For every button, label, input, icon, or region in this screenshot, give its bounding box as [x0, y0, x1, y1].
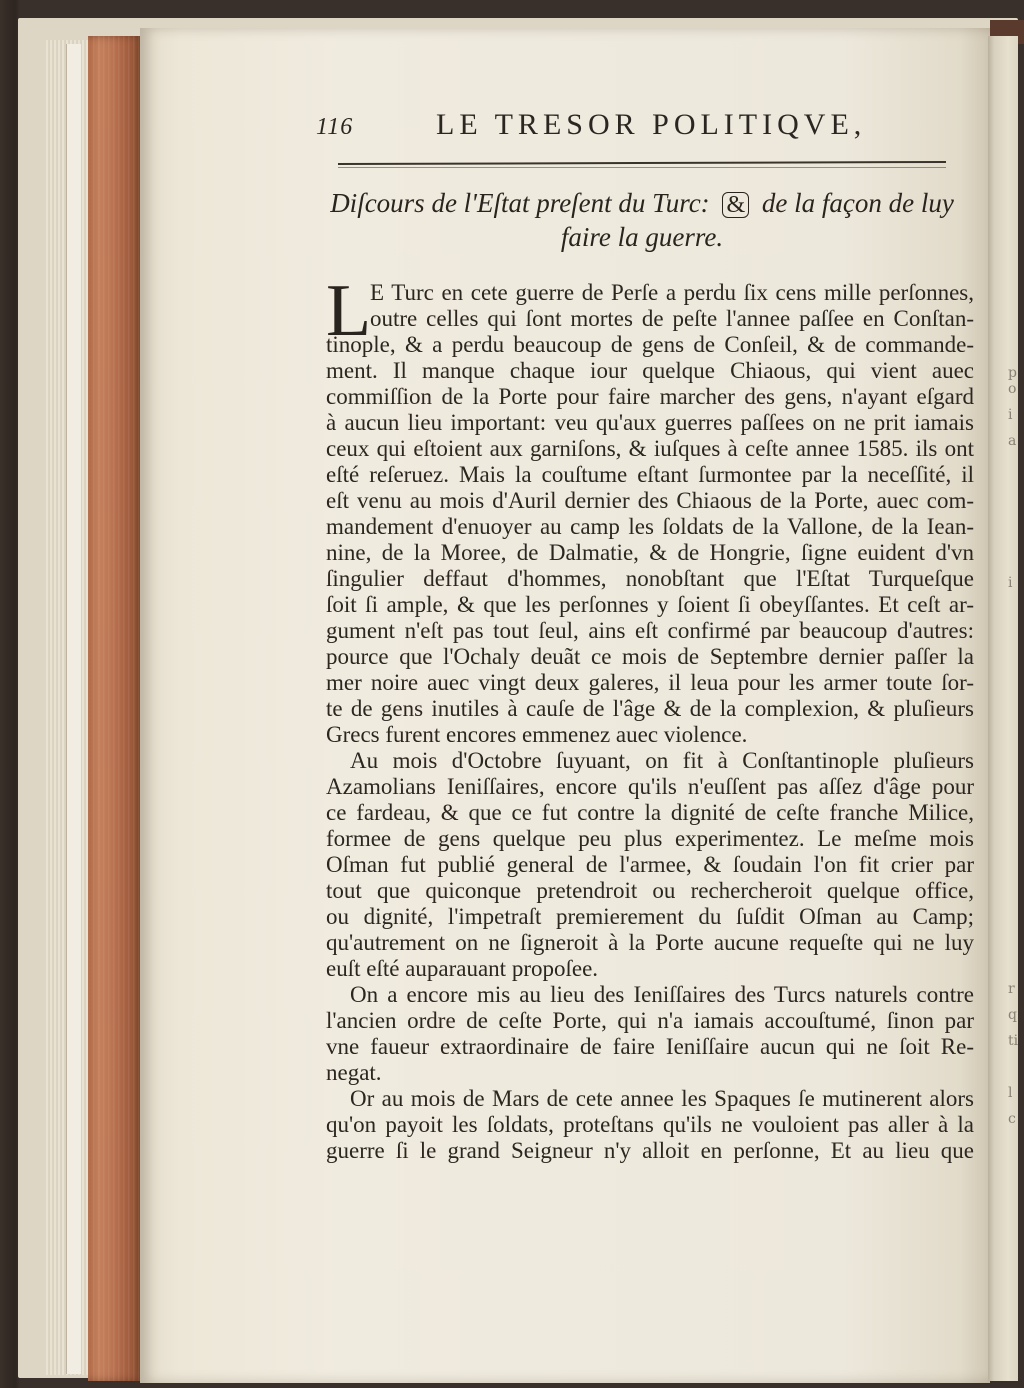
text-line: tout que quiconque pretendroit ou rechercheroit quelque office,: [326, 878, 974, 903]
header-rule-thin: [338, 167, 946, 168]
ghost-letter: i: [1008, 407, 1013, 423]
text-line: pource que l'Ochaly deuãt ce mois de Septembre dernier paſſer la: [326, 644, 974, 669]
paragraph-2: [326, 748, 974, 982]
text-line: Oſman fut publié general de l'armee, & ſoudain l'on fit crier par: [326, 852, 974, 877]
text-line: nine, de la Moree, de Dalmatie, & de Hongrie, ſigne euident d'vn: [326, 540, 974, 565]
section-title: [312, 186, 972, 254]
text-line: tinople, & a perdu beaucoup de gens de Conſeil, & de commande-: [326, 332, 974, 357]
text-line: guerre ſi le grand Seigneur n'y alloit en perſonne, Et au lieu que: [326, 1138, 974, 1163]
text-line: mer noire auec vingt deux galeres, il leua pour les armer toute ſor-: [326, 670, 974, 695]
text-line: l'ancien ordre de ceſte Porte, qui n'a iamais accouſtumé, ſinon par: [326, 1008, 974, 1033]
body-text: [326, 270, 974, 1164]
page-edge-inner: [66, 44, 81, 1374]
title-part: Diſcours de l'Eſtat preſent du Turc:: [330, 188, 710, 218]
ghost-letter: r: [1008, 981, 1015, 997]
facing-page-sliver: [988, 36, 1018, 1381]
ghost-letter: q: [1008, 1007, 1017, 1023]
text-line: Or au mois de Mars de cete annee les Spaques ſe mutinerent alors: [350, 1086, 974, 1111]
ghost-letter: l: [1008, 1085, 1013, 1101]
title-part: de la façon de luy: [761, 188, 954, 218]
paragraph-1: [326, 270, 974, 748]
text-line: On a encore mis au lieu des Ieniſſaires des Turcs naturels contre: [350, 982, 974, 1007]
section-title-line-1: [312, 186, 972, 220]
text-line: gument n'eſt pas tout ſeul, ains eſt confirmé par beaucoup d'autres:: [326, 618, 974, 643]
section-title-line-2: faire la guerre.: [560, 222, 724, 252]
ghost-letter: ti: [1008, 1033, 1018, 1049]
text-line: E Turc en cete guerre de Perſe a perdu ſix cens mille perſonnes,: [370, 280, 974, 305]
running-head: [316, 108, 946, 148]
text-line: eſté reſeruez. Mais la couſtume eſtant ſurmontee par la neceſſité, il: [326, 462, 974, 487]
text-line: ou dignité, l'impetraſt premierement du ſuſdit Oſman au Camp;: [326, 904, 974, 929]
text-line: Azamolians Ieniſſaires, encore qu'ils n'euſſent pas aſſez d'âge pour: [326, 774, 974, 799]
text-line: ment. Il manque chaque iour quelque Chiaous, qui vient auec: [326, 358, 974, 383]
running-title: LE TRESOR POLITIQVE,: [436, 108, 867, 141]
text-line: eſt venu au mois d'Auril dernier des Chiaous de la Porte, auec com-: [326, 488, 974, 513]
text-line: Grecs furent encores emmenez auec violence.: [326, 722, 748, 747]
text-line: mandement d'enuoyer au camp les ſoldats de la Vallone, de la Iean-: [326, 514, 974, 539]
drop-cap: L: [326, 270, 372, 352]
page-number: 116: [316, 114, 354, 140]
text-line: vne faueur extraordinaire de faire Ieniſſaire aucun qui ne ſoit Re-: [326, 1034, 974, 1059]
red-page-edge-texture: [88, 36, 144, 1381]
text-line: ceux qui eſtoient aux garniſons, & iuſques à ceſte annee 1585. ils ont: [326, 436, 974, 461]
text-line: ſingulier deffaut d'hommes, nonobſtant que l'Eſtat Turqueſque: [326, 566, 974, 591]
ampersand-glyph: &: [722, 192, 749, 218]
text-line: ſoit ſi ample, & que les perſonnes y ſoient ſi obeyſſantes. Et ceſt ar-: [326, 592, 974, 617]
text-line: outre celles qui ſont mortes de peſte l'annee paſſee en Conſtan-: [370, 306, 974, 331]
text-line: à aucun lieu important: veu qu'aux guerres paſſees on ne prit iamais: [326, 410, 974, 435]
text-line: qu'on payoit les ſoldats, proteſtans qu'ils ne vouloient pas aller à la: [326, 1112, 974, 1137]
ghost-letter: p: [1008, 365, 1017, 381]
text-line: formee de gens quelque peu plus experimentez. Le meſme mois: [326, 826, 974, 851]
paragraph-3: [326, 982, 974, 1086]
text-line: Au mois d'Octobre ſuyuant, on fit à Conſtantinople pluſieurs: [350, 748, 974, 773]
text-line: euſt eſté auparauant propoſee.: [326, 956, 599, 981]
ghost-letter: c: [1008, 1111, 1016, 1127]
text-line: te de gens inutiles à cauſe de l'âge & de la complexion, & pluſieurs: [326, 696, 974, 721]
text-line: ce fardeau, & que ce fut contre la dignité de ceſte franche Milice,: [326, 800, 974, 825]
ghost-letter: i: [1008, 575, 1013, 591]
text-line: commiſſion de la Porte pour faire marcher des gens, n'ayant eſgard: [326, 384, 974, 409]
ghost-letter: a: [1008, 433, 1017, 449]
paragraph-4: [326, 1086, 974, 1164]
text-line: qu'autrement on ne ſigneroit à la Porte aucune requeſte qui ne luy: [326, 930, 974, 955]
text-line: negat.: [326, 1060, 382, 1085]
ghost-letter: o: [1008, 381, 1017, 397]
